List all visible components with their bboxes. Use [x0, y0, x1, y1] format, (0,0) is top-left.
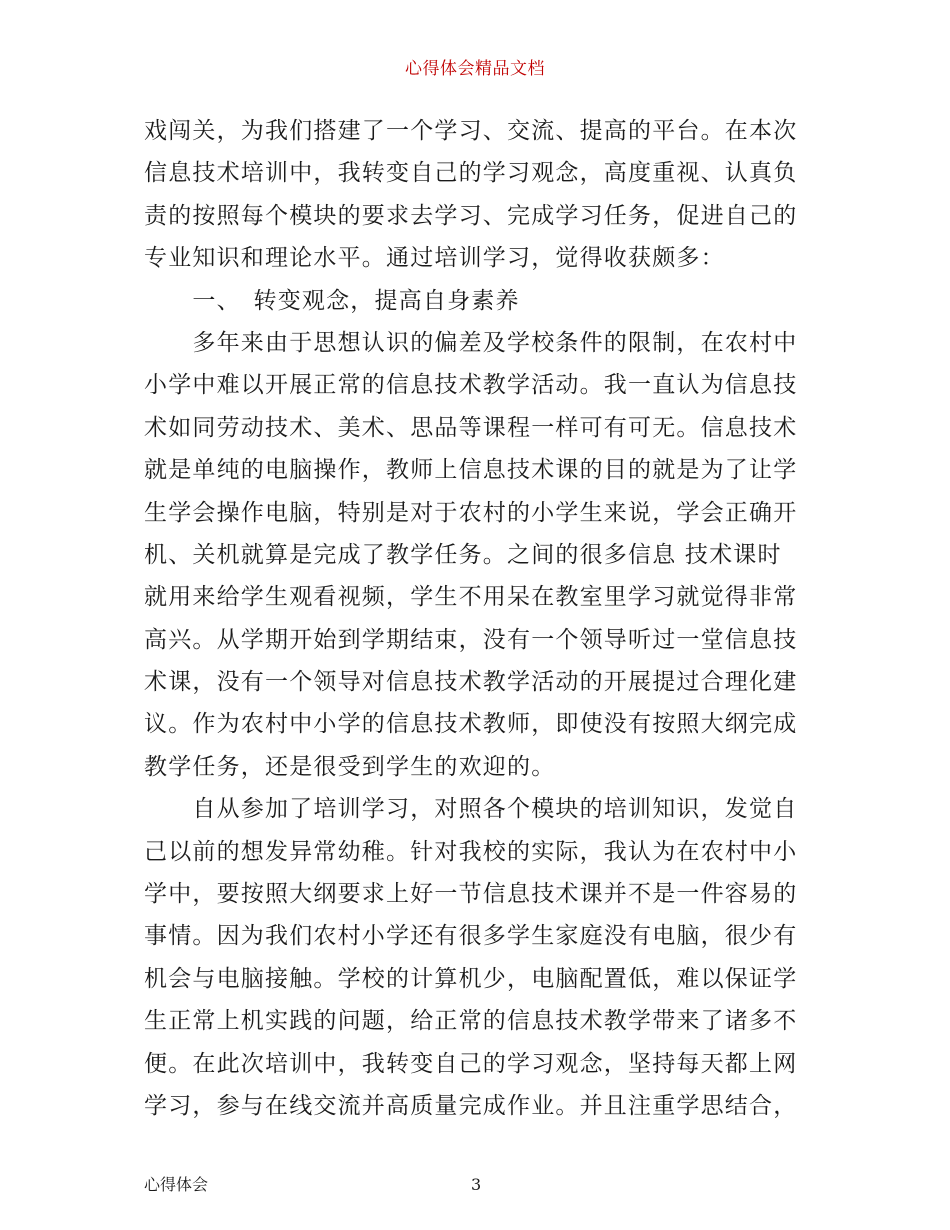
text-line: 小学中难以开展正常的信息技术教学活动。我一直认为信息技	[144, 372, 798, 399]
text-line: 教学任务，还是很受到学生的欢迎的。	[144, 753, 556, 780]
text-line: 己以前的想发异常幼稚。针对我校的实际，我认为在农村中小	[144, 838, 798, 865]
text-line: 生学会操作电脑，特别是对于农村的小学生来说，学会正确开	[144, 499, 798, 526]
text-line: 自从参加了培训学习，对照各个模块的培训知识，发觉自	[144, 796, 798, 823]
text-line: 信息技术培训中，我转变自己的学习观念，高度重视、认真负	[144, 160, 798, 187]
document-body	[144, 110, 816, 1127]
text-line: 术课，没有一个领导对信息技术教学活动的开展提过合理化建	[144, 669, 798, 696]
text-line: 生正常上机实践的问题，给正常的信息技术教学带来了诸多不	[144, 1008, 798, 1035]
text-line: 学中，要按照大纲要求上好一节信息技术课并不是一件容易的	[144, 881, 798, 908]
page-header-title: 心得体会精品文档	[405, 59, 545, 79]
text-line: 责的按照每个模块的要求去学习、完成学习任务，促进自己的	[144, 202, 798, 229]
text-line: 高兴。从学期开始到学期结束，没有一个领导听过一堂信息技	[144, 626, 798, 653]
text-line: 专业知识和理论水平。通过培训学习，觉得收获颇多：	[144, 245, 725, 272]
text-line: 事情。因为我们农村小学还有很多学生家庭没有电脑，很少有	[144, 923, 798, 950]
text-line: 学习，参与在线交流并高质量完成作业。并且注重学思结合，	[144, 1092, 798, 1119]
text-line: 术如同劳动技术、美术、思品等课程一样可有可无。信息技术	[144, 414, 798, 441]
text-line: 多年来由于思想认识的偏差及学校条件的限制，在农村中	[144, 329, 798, 356]
page-number: 3	[471, 1175, 482, 1194]
page-footer	[144, 1174, 816, 1196]
text-line: 就用来给学生观看视频，学生不用呆在教室里学习就觉得非常	[144, 584, 798, 611]
text-line: 就是单纯的电脑操作，教师上信息技术课的目的就是为了让学	[144, 457, 798, 484]
text-line: 便。在此次培训中，我转变自己的学习观念，坚持每天都上网	[144, 1050, 798, 1077]
text-line: 戏闯关，为我们搭建了一个学习、交流、提高的平台。在本次	[144, 118, 798, 144]
footer-label: 心得体会	[144, 1175, 209, 1194]
text-line: 议。作为农村中小学的信息技术教师，即使没有按照大纲完成	[144, 711, 798, 738]
section-heading: 一、 转变观念，提高自身素养	[144, 287, 520, 314]
text-line: 机会与电脑接触。学校的计算机少，电脑配置低，难以保证学	[144, 965, 798, 992]
text-line: 机、关机就算是完成了教学任务。之间的很多信息 技术课时	[144, 541, 782, 568]
